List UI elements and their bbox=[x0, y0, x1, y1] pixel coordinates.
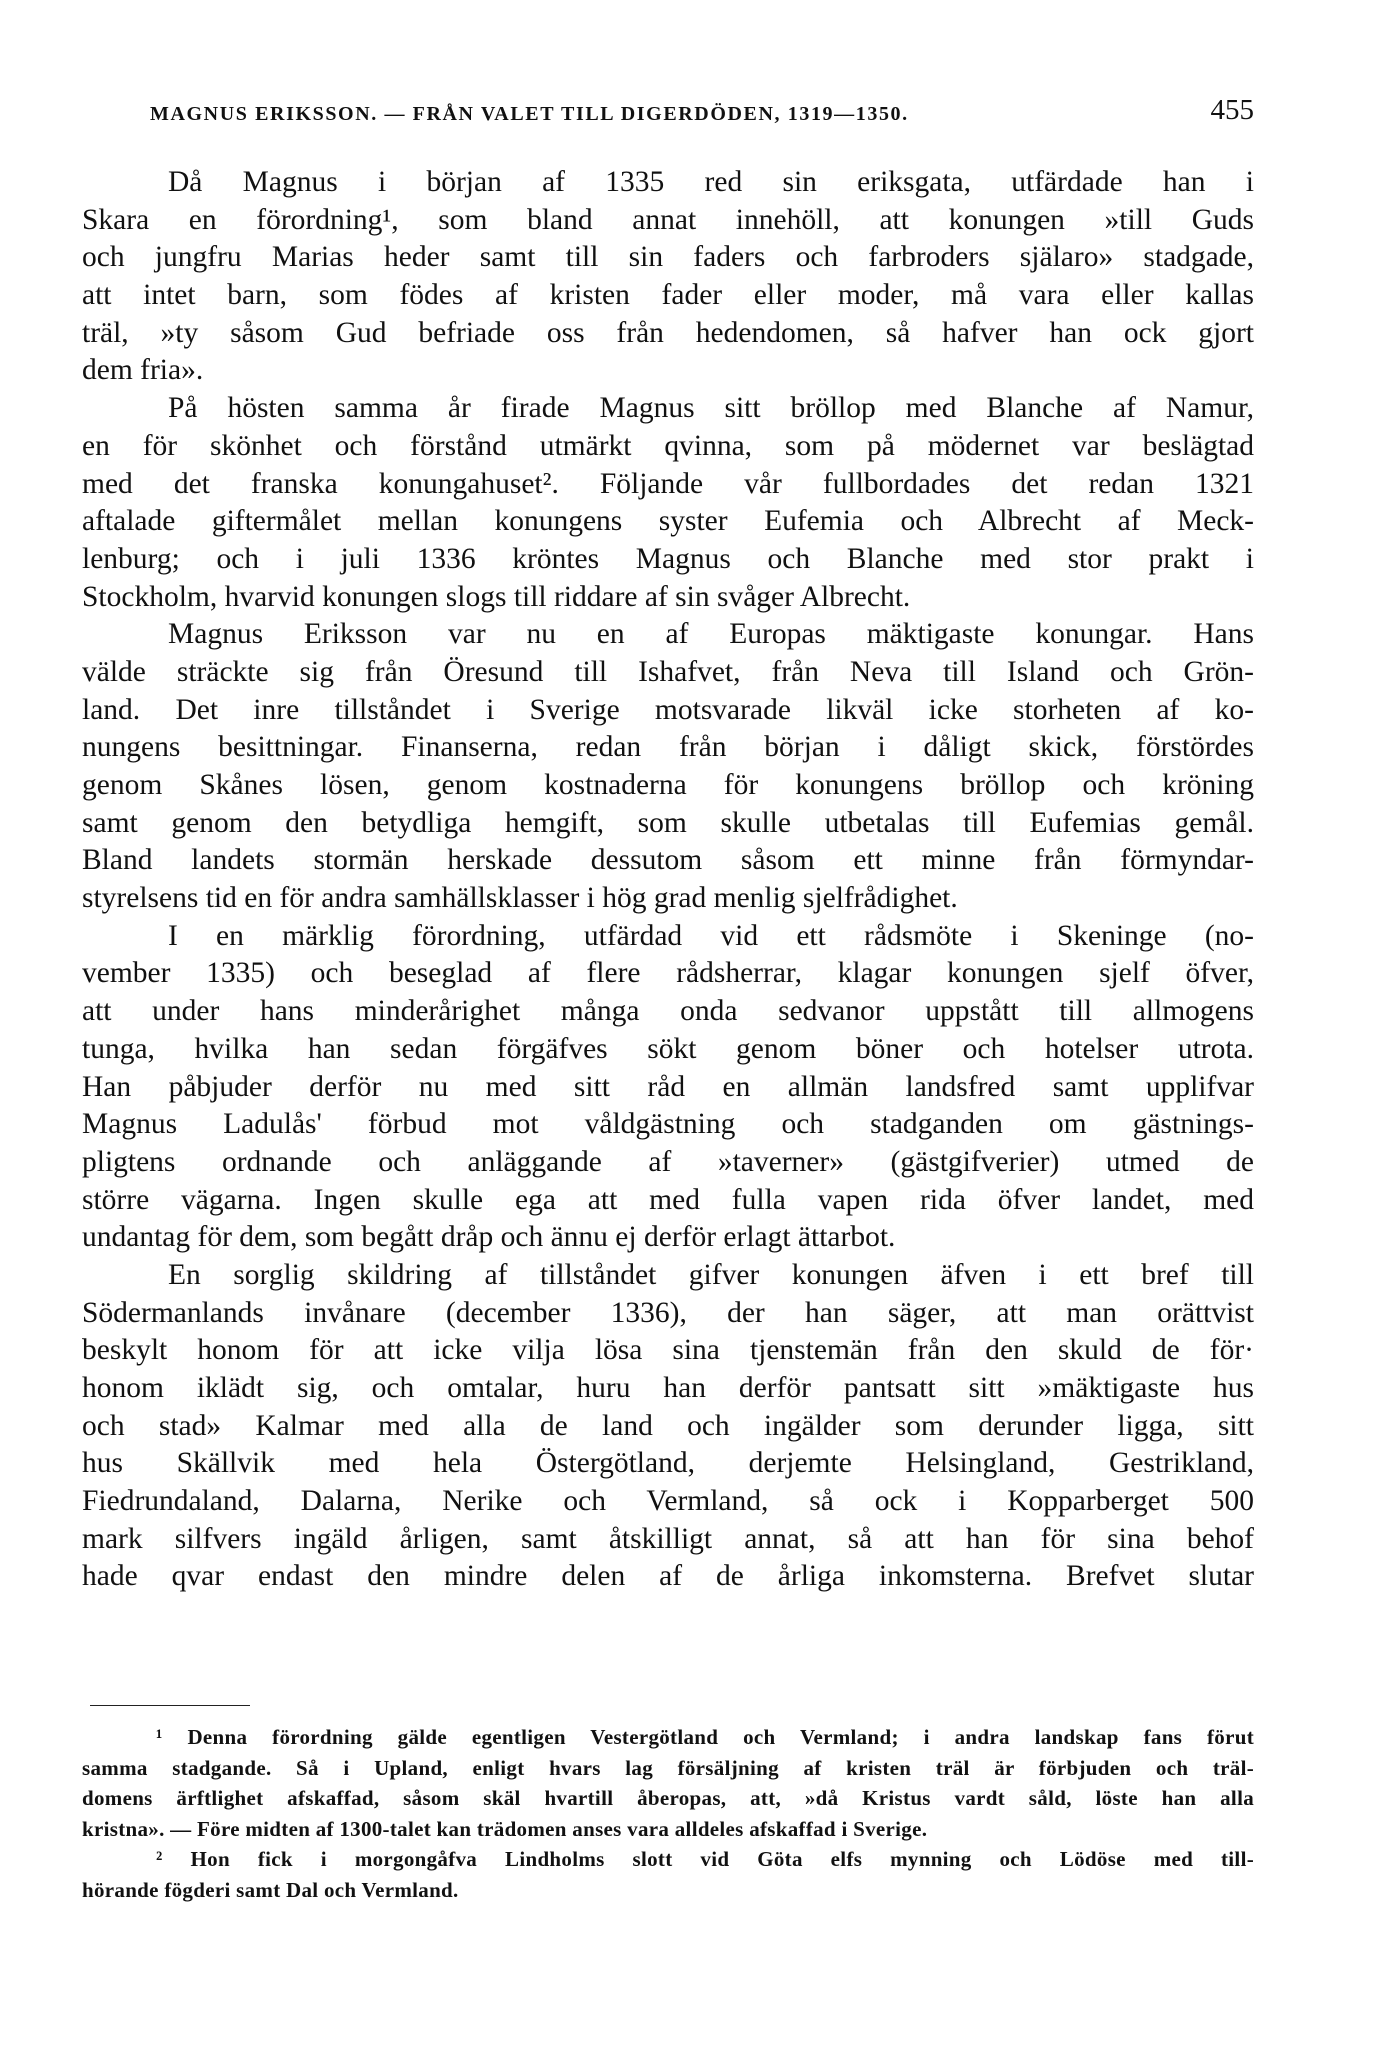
text-line: vember 1335) och beseglad af flere rådsherrar, klagar konungen sjelf öfver, bbox=[82, 957, 1254, 990]
text-line: med det franska konungahuset². Följande vår fullbordades det redan 1321 bbox=[82, 467, 1254, 500]
footnote-divider bbox=[90, 1705, 250, 1706]
text-line: hade qvar endast den mindre delen af de årliga inkomsterna. Brefvet slutar bbox=[82, 1560, 1254, 1593]
text-line: honom iklädt sig, och omtalar, huru han derför pantsatt sitt »mäktigaste hus bbox=[82, 1372, 1254, 1404]
footnote-line: ² Hon fick i morgongåfva Lindholms slott vid Göta elfs mynning och Lödöse med till- bbox=[156, 1847, 1254, 1871]
text-line: att under hans minderårighet många onda sedvanor uppstått till allmogens bbox=[82, 995, 1254, 1028]
footnote-line: domens ärftlighet afskaffad, såsom skäl hvartill åberopas, att, »då Kristus vardt såld, löste han alla bbox=[82, 1786, 1254, 1810]
text-line: lenburg; och i juli 1336 kröntes Magnus och Blanche med stor prakt i bbox=[82, 542, 1254, 575]
text-line: aftalade giftermålet mellan konungens syster Eufemia och Albrecht af Meck- bbox=[82, 505, 1254, 538]
text-line: tunga, hvilka han sedan förgäfves sökt genom böner och hotelser utrota. bbox=[82, 1032, 1254, 1065]
text-line: Skara en förordning¹, som bland annat innehöll, att konungen »till Guds bbox=[82, 203, 1254, 236]
footnotes bbox=[82, 1722, 1254, 1905]
running-title: MAGNUS ERIKSSON. — FRÅN VALET TILL DIGERDÖDEN, 1319—1350. bbox=[150, 103, 909, 125]
text-line: undantag för dem, som begått dråp och ännu ej derför erlagt ättarbot. bbox=[82, 1221, 896, 1254]
text-line: Magnus Ladulås' förbud mot våldgästning och stadganden om gästnings- bbox=[82, 1108, 1254, 1141]
text-line: större vägarna. Ingen skulle ega att med fulla vapen rida öfver landet, med bbox=[82, 1183, 1254, 1216]
footnote-line: hörande fögderi samt Dal och Vermland. bbox=[82, 1877, 459, 1902]
text-line: Södermanlands invånare (december 1336), der han säger, att man orättvist bbox=[82, 1296, 1254, 1329]
text-line: träl, »ty såsom Gud befriade oss från hedendomen, så hafver han ock gjort bbox=[82, 316, 1254, 349]
text-line: en för skönhet och förstånd utmärkt qvinna, som på mödernet var beslägtad bbox=[82, 429, 1254, 462]
text-line: genom Skånes lösen, genom kostnaderna för konungens bröllop och kröning bbox=[82, 769, 1254, 801]
body-text bbox=[82, 164, 1254, 1596]
footnote-line: ¹ Denna förordning gälde egentligen Vestergötland och Vermland; i andra landskap fans förut bbox=[156, 1725, 1254, 1749]
text-line: Han påbjuder derför nu med sitt råd en allmän landsfred samt upplifvar bbox=[82, 1070, 1254, 1103]
text-line: nungens besittningar. Finanserna, redan från början i dåligt skick, förstördes bbox=[82, 731, 1254, 764]
text-line: att intet barn, som födes af kristen fader eller moder, må vara eller kallas bbox=[82, 279, 1254, 312]
text-line: En sorglig skildring af tillståndet gifver konungen äfven i ett bref till bbox=[168, 1258, 1254, 1291]
page-number: 455 bbox=[1210, 94, 1254, 126]
text-line: Stockholm, hvarvid konungen slogs till riddare af sin svåger Albrecht. bbox=[82, 580, 911, 613]
text-line: Bland landets stormän herskade dessutom såsom ett minne från förmyndar- bbox=[82, 844, 1254, 877]
running-header bbox=[150, 94, 1254, 128]
footnote-line: samma stadgande. Så i Upland, enligt hvars lag försäljning af kristen träl är förbjuden och träl- bbox=[82, 1755, 1254, 1780]
text-line: välde sträckte sig från Öresund till Ishafvet, från Neva till Island och Grön- bbox=[82, 655, 1254, 688]
text-line: Magnus Eriksson var nu en af Europas mäktigaste konungar. Hans bbox=[168, 618, 1254, 651]
text-line: hus Skällvik med hela Östergötland, derjemte Helsingland, Gestrikland, bbox=[82, 1447, 1254, 1480]
text-line: och jungfru Marias heder samt till sin faders och farbroders själaro» stadgade, bbox=[82, 241, 1254, 274]
text-line: beskylt honom för att icke vilja lösa sina tjenstemän från den skuld de för· bbox=[82, 1334, 1254, 1367]
text-line: mark silfvers ingäld årligen, samt åtskilligt annat, så att han för sina behof bbox=[82, 1522, 1254, 1555]
text-line: I en märklig förordning, utfärdad vid ett rådsmöte i Skeninge (no- bbox=[168, 919, 1254, 952]
text-line: samt genom den betydliga hemgift, som skulle utbetalas till Eufemias gemål. bbox=[82, 806, 1254, 839]
text-line: På hösten samma år firade Magnus sitt bröllop med Blanche af Namur, bbox=[168, 392, 1254, 425]
text-line: styrelsens tid en för andra samhällsklasser i hög grad menlig sjelfrådighet. bbox=[82, 882, 958, 915]
text-line: dem fria». bbox=[82, 354, 204, 387]
text-line: och stad» Kalmar med alla de land och ingälder som derunder ligga, sitt bbox=[82, 1409, 1254, 1442]
text-line: Då Magnus i början af 1335 red sin eriksgata, utfärdade han i bbox=[168, 166, 1254, 198]
text-line: land. Det inre tillståndet i Sverige motsvarade likväl icke storheten af ko- bbox=[82, 693, 1254, 726]
text-line: Fiedrundaland, Dalarna, Nerike och Vermland, så ock i Kopparberget 500 bbox=[82, 1485, 1254, 1518]
footnote-line: kristna». — Före midten af 1300-talet kan trädomen anses vara alldeles afskaffad i Sverige. bbox=[82, 1816, 928, 1841]
text-line: pligtens ordnande och anläggande af »taverner» (gästgifverier) utmed de bbox=[82, 1145, 1254, 1178]
